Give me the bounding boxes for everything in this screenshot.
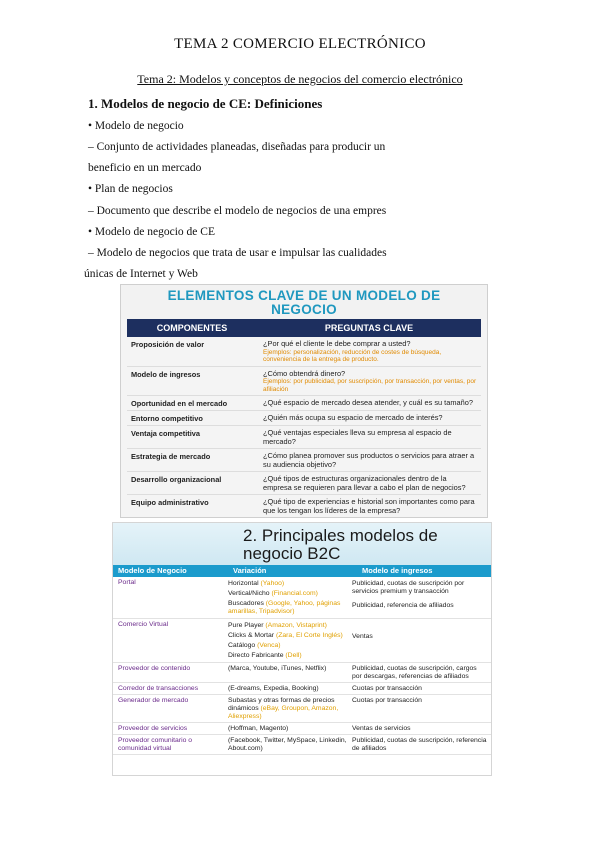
table-row: Comercio Virtual Pure Player (Amazon, Vistaprint) Clicks & Mortar (Zara, El Corte Inglés) Catálogo (Venca) Directo Fabricante (Dell) Ventas — [113, 619, 491, 663]
body-line: – Conjunto de actividades planeadas, diseñadas para producir un — [88, 141, 386, 153]
slide2-header-row: Modelo de Negocio Variación Modelo de ingresos — [113, 565, 491, 577]
body-line: – Modelo de negocios que trata de usar e impulsar las cualidades — [88, 247, 387, 259]
table-row: Estrategia de mercado ¿Cómo planea promover sus productos o servicios para atraer a su audiencia objetivo? — [127, 449, 481, 472]
table-row: Modelo de ingresos ¿Cómo obtendrá dinero? Ejemplos: por publicidad, por suscripción, por transacción, por ventas, por afiliación — [127, 367, 481, 397]
table-row: Ventaja competitiva ¿Qué ventajas especiales lleva su empresa al espacio de mercado? — [127, 426, 481, 449]
table-row: Proveedor comunitario o comunidad virtual (Facebook, Twitter, MySpace, Linkedin, About.com) Publicidad, cuotas de suscripción, referencia de afiliados — [113, 735, 491, 755]
table-row: Entorno competitivo ¿Quién más ocupa su espacio de mercado de interés? — [127, 411, 481, 426]
table-row: Desarrollo organizacional ¿Qué tipos de estructuras organizacionales dentro de la empresa se requieren para llevar a cabo el plan de negocios? — [127, 472, 481, 495]
slide1-title: ELEMENTOS CLAVE DE UN MODELO DE NEGOCIO — [121, 285, 487, 319]
slide-elementos-clave — [120, 284, 488, 518]
table-row: Proveedor de servicios (Hoffman, Magento) Ventas de servicios — [113, 723, 491, 735]
table-row: Proposición de valor ¿Por qué el cliente le debe comprar a usted? Ejemplos: personalización, reducción de costes de búsqueda, conveniencia de la entrega de producto. — [127, 337, 481, 367]
slide1-header-row — [127, 319, 481, 337]
body-line: • Modelo de negocio — [88, 120, 184, 132]
body-line: • Plan de negocios — [88, 183, 173, 195]
body-line: • Modelo de negocio de CE — [88, 226, 215, 238]
slide-modelos-b2c — [112, 522, 492, 776]
body-line: únicas de Internet y Web — [84, 268, 198, 280]
body-line: – Documento que describe el modelo de negocios de una empres — [88, 205, 387, 217]
table-row: Proveedor de contenido (Marca, Youtube, iTunes, Netflix) Publicidad, cuotas de suscripción, cargos por descargas, referencias de afiliados — [113, 663, 491, 683]
table-row: Corredor de transacciones (E-dreams, Expedia, Booking) Cuotas por transacción — [113, 683, 491, 695]
document-subtitle: Tema 2: Modelos y conceptos de negocios del comercio electrónico — [137, 72, 463, 86]
table-row: Generador de mercado Subastas y otras formas de precios dinámicos (eBay, Groupon, Amazon, Aliexpress) Cuotas por transacción — [113, 695, 491, 723]
document-title: TEMA 2 COMERCIO ELECTRÓNICO — [174, 36, 426, 52]
table-row: Oportunidad en el mercado ¿Qué espacio de mercado desea atender, y cuál es su tamaño? — [127, 396, 481, 411]
table-row: Portal Horizontal (Yahoo) Vertical/Nicho (Financial.com) Buscadores (Google, Yahoo, páginas amarillas, Tripadvisor) Publicidad, cuotas de suscripción por servicios premium y transacción Publicidad, referencia de afiliados — [113, 577, 491, 619]
slide1-col-componentes: COMPONENTES — [156, 323, 228, 333]
table-row: Equipo administrativo ¿Qué tipo de experiencias e historial son importantes como para que los tengan los líderes de la empresa? — [127, 495, 481, 518]
slide1-col-preguntas: PREGUNTAS CLAVE — [324, 323, 414, 333]
slide2-title: 2. Principales modelos de negocio B2C — [113, 523, 491, 565]
body-line: beneficio en un mercado — [88, 162, 202, 174]
section-heading: 1. Modelos de negocio de CE: Definiciones — [88, 96, 323, 111]
